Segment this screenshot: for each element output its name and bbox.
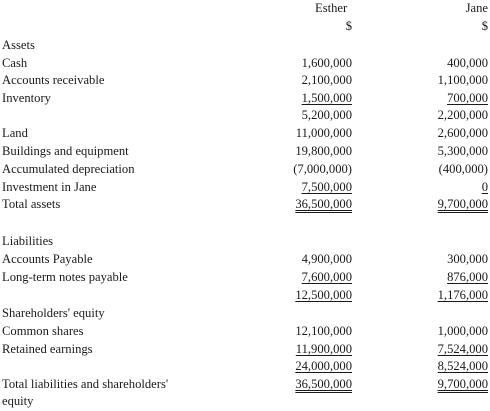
- assets-heading: Assets: [2, 38, 35, 52]
- total-assets-label: Total assets: [2, 197, 61, 211]
- inventory-jane: 700,000: [447, 91, 488, 105]
- land-label: Land: [2, 126, 28, 140]
- common-esther: 12,100,000: [295, 324, 352, 338]
- common-jane: 1,000,000: [437, 324, 488, 338]
- total-assets-jane: 9,700,000: [437, 197, 488, 211]
- liabilities-subtotal-esther: 12,500,000: [295, 288, 352, 302]
- depreciation-jane: (400,000): [438, 162, 488, 176]
- grand-total-label-cont: equity: [2, 394, 34, 408]
- inventory-esther: 1,500,000: [301, 91, 352, 105]
- buildings-jane: 5,300,000: [437, 144, 488, 158]
- unit-jane: $: [481, 19, 488, 33]
- retained-esther: 11,900,000: [295, 342, 352, 356]
- receivable-jane: 1,100,000: [437, 73, 488, 87]
- column-header-jane: Jane: [465, 1, 488, 15]
- equity-subtotal-jane: 8,524,000: [437, 359, 488, 373]
- retained-label: Retained earnings: [2, 342, 93, 356]
- payable-jane: 300,000: [447, 252, 488, 266]
- investment-esther: 7,500,000: [301, 180, 352, 194]
- investment-label: Investment in Jane: [2, 180, 97, 194]
- equity-heading: Shareholders' equity: [2, 306, 105, 320]
- land-esther: 11,000,000: [295, 126, 352, 140]
- inventory-label: Inventory: [2, 91, 51, 105]
- unit-esther: $: [345, 19, 352, 33]
- common-label: Common shares: [2, 324, 84, 338]
- liabilities-subtotal-jane: 1,176,000: [437, 288, 488, 302]
- current-subtotal-jane: 2,200,000: [437, 108, 488, 122]
- notes-jane: 876,000: [447, 270, 488, 284]
- cash-esther: 1,600,000: [301, 56, 352, 70]
- column-header-esther: Esther: [315, 1, 348, 15]
- depreciation-esther: (7,000,000): [293, 162, 352, 176]
- investment-jane: 0: [481, 180, 488, 194]
- notes-label: Long-term notes payable: [2, 270, 128, 284]
- payable-esther: 4,900,000: [301, 252, 352, 266]
- receivable-label: Accounts receivable: [2, 73, 105, 87]
- total-assets-esther: 36,500,000: [295, 197, 352, 211]
- buildings-esther: 19,800,000: [295, 144, 352, 158]
- notes-esther: 7,600,000: [301, 270, 352, 284]
- buildings-label: Buildings and equipment: [2, 144, 129, 158]
- land-jane: 2,600,000: [437, 126, 488, 140]
- grand-total-jane: 9,700,000: [437, 377, 488, 391]
- cash-jane: 400,000: [447, 56, 488, 70]
- grand-total-esther: 36,500,000: [295, 377, 352, 391]
- current-subtotal-esther: 5,200,000: [301, 108, 352, 122]
- retained-jane: 7,524,000: [437, 342, 488, 356]
- grand-total-label: Total liabilities and shareholders': [2, 377, 169, 391]
- depreciation-label: Accumulated depreciation: [2, 162, 135, 176]
- cash-label: Cash: [2, 56, 28, 70]
- receivable-esther: 2,100,000: [301, 73, 352, 87]
- equity-subtotal-esther: 24,000,000: [295, 359, 352, 373]
- payable-label: Accounts Payable: [2, 252, 93, 266]
- liabilities-heading: Liabilities: [2, 234, 54, 248]
